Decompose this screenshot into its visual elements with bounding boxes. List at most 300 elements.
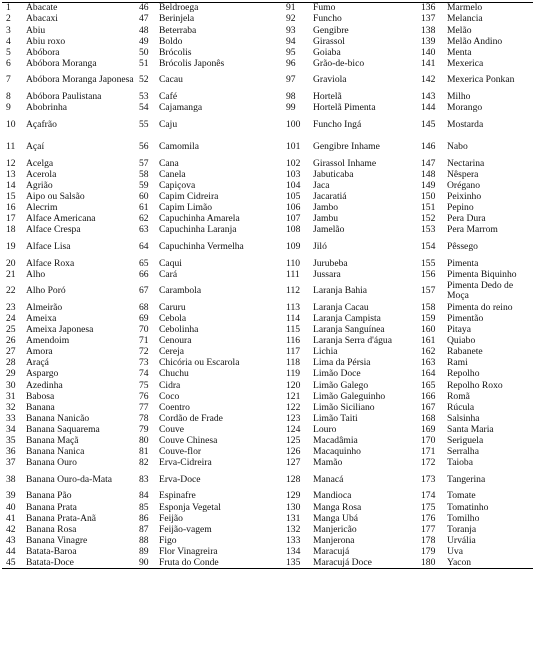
item-name: Laranja Cacau (313, 302, 369, 313)
item-name: Açafrão (26, 118, 57, 130)
item-number: 55 (139, 118, 149, 130)
item-name: Feijão-vagem (159, 524, 212, 535)
table-row (2, 391, 533, 402)
item-name: Alface Lisa (26, 240, 71, 252)
item-number: 137 (421, 14, 436, 25)
table-row (2, 70, 533, 92)
item-name: Manjerona (313, 535, 355, 546)
item-number: 93 (286, 25, 296, 36)
item-name: Pimenta Biquinho (447, 269, 517, 280)
item-name: Acerola (26, 169, 57, 180)
item-name: Caju (159, 118, 178, 130)
table-row (2, 380, 533, 391)
item-name: Jambo (313, 202, 339, 214)
table-row (2, 92, 533, 103)
item-name: Abóbora Moranga Japonesa (26, 74, 134, 86)
item-number: 105 (286, 191, 301, 202)
item-number: 155 (421, 258, 436, 269)
item-number: 61 (139, 202, 149, 214)
table-row (2, 558, 533, 569)
item-number: 131 (286, 513, 301, 524)
item-name: Mandioca (313, 491, 352, 502)
item-number: 124 (286, 424, 301, 435)
table-row (2, 169, 533, 180)
item-number: 60 (139, 191, 149, 202)
item-number: 115 (286, 324, 301, 336)
item-number: 63 (139, 224, 149, 236)
item-name: Girassol Inhame (313, 158, 377, 169)
item-number: 97 (286, 74, 296, 86)
item-number: 171 (421, 446, 436, 458)
item-name: Camomila (159, 141, 199, 153)
item-name: Limão Taiti (313, 413, 358, 424)
item-number: 117 (286, 346, 301, 358)
item-name: Jussara (313, 269, 341, 280)
item-number: 116 (286, 335, 301, 347)
item-name: Funcho Ingá (313, 118, 362, 130)
item-number: 132 (286, 524, 301, 535)
item-number: 173 (421, 473, 436, 485)
item-number: 16 (6, 202, 16, 214)
item-name: Beterraba (159, 25, 197, 36)
item-name: Pepino (447, 202, 474, 214)
item-name: Aipo ou Salsão (26, 191, 85, 202)
item-name: Taioba (447, 457, 473, 469)
item-name: Maracujá Doce (310, 558, 417, 569)
item-name: Limão Galeguinho (313, 391, 386, 402)
item-name: Grão-de-bico (313, 58, 365, 69)
item-number: 118 (286, 358, 301, 369)
item-name: Fruta do Conde (156, 558, 282, 569)
item-number: 169 (421, 424, 436, 435)
item-number: 47 (139, 14, 149, 25)
item-number: 20 (6, 258, 16, 269)
item-name: Babosa (26, 391, 55, 402)
item-name: Jurubeba (313, 258, 348, 269)
item-number: 162 (421, 346, 436, 358)
item-name: Erva-Cidreira (159, 457, 212, 469)
item-name: Brócolis Japonês (159, 58, 225, 69)
table-row (2, 203, 533, 214)
item-name: Girassol (313, 36, 345, 47)
item-name: Menta (447, 47, 472, 58)
table-row (2, 136, 533, 158)
item-number: 160 (421, 324, 436, 336)
item-name: Cajamanga (159, 102, 203, 114)
table-row (2, 547, 533, 558)
item-number: 39 (6, 491, 16, 502)
item-number: 33 (6, 413, 16, 424)
item-number: 175 (421, 502, 436, 513)
item-number: 107 (286, 213, 301, 225)
item-name: Banana Prata (26, 502, 77, 513)
item-number: 92 (286, 14, 296, 25)
item-number: 28 (6, 358, 16, 369)
item-number: 142 (421, 74, 436, 86)
table-row (2, 14, 533, 25)
item-number: 3 (6, 25, 11, 36)
table-row (2, 36, 533, 47)
item-number: 172 (421, 457, 436, 469)
item-number: 54 (139, 102, 149, 114)
item-name: Melancia (447, 14, 483, 25)
item-number: 161 (421, 335, 436, 347)
item-number: 140 (421, 47, 436, 58)
item-name: Batata-Baroa (26, 546, 77, 557)
item-number: 74 (139, 369, 149, 380)
item-number: 113 (286, 302, 301, 313)
item-name: Boldo (159, 36, 183, 47)
item-name: Cacau (159, 74, 183, 86)
item-number: 5 (6, 47, 11, 58)
item-name: Louro (313, 424, 337, 435)
item-number: 166 (421, 391, 436, 402)
item-number: 14 (6, 180, 16, 191)
item-name: Romã (447, 391, 470, 402)
item-number: 56 (139, 141, 149, 153)
item-number: 41 (6, 513, 16, 524)
item-number: 65 (139, 258, 149, 269)
item-name: Flor Vinagreira (159, 546, 218, 557)
item-name: Jacaratiá (313, 191, 347, 202)
table-row (2, 413, 533, 424)
item-number: 81 (139, 446, 149, 458)
item-number: 49 (139, 36, 149, 47)
item-number: 109 (286, 240, 301, 252)
item-name: Toranja (447, 524, 477, 535)
item-name: Banana Vinagre (26, 535, 88, 546)
item-number: 104 (286, 180, 301, 191)
item-name: Morango (447, 102, 483, 114)
item-number: 134 (286, 546, 301, 557)
item-name: Tomilho (447, 513, 480, 524)
item-number: 37 (6, 457, 16, 469)
item-number: 176 (421, 513, 436, 524)
item-number: 66 (139, 269, 149, 280)
item-name: Uva (447, 546, 463, 557)
item-name: Hortelã (313, 91, 342, 103)
item-number: 102 (286, 158, 301, 169)
item-name: Capuchinha Laranja (159, 224, 237, 236)
item-number: 52 (139, 74, 149, 86)
item-number: 147 (421, 158, 436, 169)
item-number: 94 (286, 36, 296, 47)
item-number: 106 (286, 202, 301, 214)
item-number: 19 (6, 240, 16, 252)
item-name: Tangerina (447, 473, 486, 485)
item-name: Amora (26, 346, 53, 358)
item-name: Seriguela (447, 435, 484, 446)
table-body (2, 3, 533, 569)
item-name: Cordão de Frade (159, 413, 223, 424)
item-number: 89 (139, 546, 149, 557)
item-number: 8 (6, 91, 11, 103)
item-number: 119 (286, 369, 301, 380)
item-number: 136 (421, 3, 436, 14)
item-name: Pera Marrom (447, 224, 498, 236)
item-name: Limão Doce (313, 369, 361, 380)
item-number: 90 (135, 558, 156, 569)
item-number: 25 (6, 324, 16, 336)
item-name: Banana Rosa (26, 524, 77, 535)
item-number: 133 (286, 535, 301, 546)
table-row (2, 513, 533, 524)
item-name: Banana Nanica (26, 446, 85, 458)
item-name: Laranja Serra d'água (313, 335, 392, 347)
table-row (2, 347, 533, 358)
item-name: Berinjela (159, 14, 195, 25)
item-name: Coentro (159, 402, 190, 413)
item-number: 138 (421, 25, 436, 36)
item-number: 50 (139, 47, 149, 58)
item-name: Feijão (159, 513, 183, 524)
table-row (2, 214, 533, 225)
item-number: 143 (421, 91, 436, 103)
item-number: 15 (6, 191, 16, 202)
item-number: 126 (286, 446, 301, 458)
item-number: 18 (6, 224, 16, 236)
item-name: Gengibre (313, 25, 349, 36)
item-name: Banana Saquarema (26, 424, 100, 435)
item-number: 87 (139, 524, 149, 535)
item-number: 64 (139, 240, 149, 252)
item-name: Manjericão (313, 524, 357, 535)
item-name: Fumo (313, 3, 336, 14)
item-name: Capuchinha Vermelha (159, 240, 244, 252)
item-name: Gengibre Inhame (313, 141, 380, 153)
item-number: 71 (139, 335, 149, 347)
item-name: Agrião (26, 180, 53, 191)
item-name: Banana Ouro (26, 457, 77, 469)
item-number: 26 (6, 335, 16, 347)
item-number: 7 (6, 74, 11, 86)
item-name: Tomatinho (447, 502, 489, 513)
item-name: Abiu (26, 25, 46, 36)
item-name: Capiçova (159, 180, 196, 191)
item-number: 23 (6, 302, 16, 313)
item-name: Lichia (313, 346, 338, 358)
item-name: Banana Pão (26, 491, 72, 502)
item-name: Pêssego (447, 240, 478, 252)
item-number: 121 (286, 391, 301, 402)
table-row (2, 336, 533, 347)
item-name: Mexerica (447, 58, 484, 69)
item-name: Ameixa (26, 313, 57, 324)
item-number: 91 (286, 3, 296, 14)
item-number: 58 (139, 169, 149, 180)
item-number: 110 (286, 258, 301, 269)
item-number: 100 (286, 118, 301, 130)
item-number: 158 (421, 302, 436, 313)
item-number: 24 (6, 313, 16, 324)
item-number: 73 (139, 358, 149, 369)
item-name: Cebolinha (159, 324, 199, 336)
item-number: 1 (6, 3, 11, 14)
item-name: Figo (159, 535, 177, 546)
item-name: Cereja (159, 346, 185, 358)
table-row (2, 3, 533, 14)
table-row (2, 491, 533, 502)
item-name: Pitaya (447, 324, 471, 336)
item-name: Brócolis (159, 47, 192, 58)
item-name: Cana (159, 158, 179, 169)
item-name: Nectarina (447, 158, 485, 169)
item-name: Beldroega (159, 3, 199, 14)
item-name: Abiu roxo (26, 36, 66, 47)
table-row (2, 181, 533, 192)
item-number: 150 (421, 191, 436, 202)
item-name: Milho (447, 91, 471, 103)
item-name: Couve-flor (159, 446, 202, 458)
item-number: 167 (421, 402, 436, 413)
item-number: 53 (139, 91, 149, 103)
item-number: 36 (6, 446, 16, 458)
item-number: 32 (6, 402, 16, 413)
item-name: Batata-Doce (23, 558, 135, 569)
item-number: 13 (6, 169, 16, 180)
item-number: 34 (6, 424, 16, 435)
item-name: Nabo (447, 141, 468, 153)
item-number: 111 (286, 269, 300, 280)
item-name: Banana Nanicão (26, 413, 90, 424)
item-number: 144 (421, 102, 436, 114)
item-number: 51 (139, 58, 149, 69)
table-row (2, 58, 533, 69)
item-name: Mexerica Ponkan (447, 74, 515, 86)
item-name: Manga Rosa (313, 502, 362, 513)
item-number: 123 (286, 413, 301, 424)
table-row (2, 524, 533, 535)
item-number: 57 (139, 158, 149, 169)
item-number: 83 (139, 473, 149, 485)
item-number: 10 (6, 118, 16, 130)
item-name: Pera Dura (447, 213, 486, 225)
item-name: Canela (159, 169, 186, 180)
item-name: Jaca (313, 180, 330, 191)
item-name: Manacá (313, 473, 344, 485)
item-number: 9 (6, 102, 11, 114)
item-number: 122 (286, 402, 301, 413)
item-name: Hortelã Pimenta (313, 102, 376, 114)
item-name: Yacon (444, 558, 533, 569)
item-number: 154 (421, 240, 436, 252)
item-name: Azedinha (26, 380, 63, 391)
item-name: Pimentão (447, 313, 484, 324)
table-row (2, 314, 533, 325)
item-name: Couve (159, 424, 185, 435)
item-number: 149 (421, 180, 436, 191)
item-number: 135 (282, 558, 310, 569)
item-number: 96 (286, 58, 296, 69)
item-number: 29 (6, 369, 16, 380)
item-number: 11 (6, 141, 16, 153)
item-name: Banana (26, 402, 55, 413)
item-number: 79 (139, 424, 149, 435)
table-row (2, 502, 533, 513)
item-name: Acelga (26, 158, 54, 169)
item-name: Capim Limão (159, 202, 213, 214)
item-name: Marmelo (447, 3, 483, 14)
item-name: Goiaba (313, 47, 341, 58)
item-number: 12 (6, 158, 16, 169)
item-name: Serralha (447, 446, 479, 458)
item-name: Rabanete (447, 346, 483, 358)
item-name: Laranja Bahia (313, 285, 368, 297)
item-number: 129 (286, 491, 301, 502)
table-row (2, 536, 533, 547)
item-name: Tomate (447, 491, 476, 502)
table-row (2, 369, 533, 380)
item-name: Ameixa Japonesa (26, 324, 94, 336)
item-number: 43 (6, 535, 16, 546)
item-name: Macadâmia (313, 435, 358, 446)
item-number: 38 (6, 473, 16, 485)
item-number: 156 (421, 269, 436, 280)
table-row (2, 458, 533, 469)
item-name: Caruru (159, 302, 186, 313)
table-row (2, 158, 533, 169)
item-number: 45 (2, 558, 23, 569)
item-number: 101 (286, 141, 301, 153)
item-name: Abóbora Moranga (26, 58, 97, 69)
item-name: Banana Prata-Anã (26, 513, 97, 524)
table-row (2, 236, 533, 258)
item-number: 127 (286, 457, 301, 469)
item-name: Coco (159, 391, 180, 402)
item-number: 145 (421, 118, 436, 130)
item-number: 153 (421, 224, 436, 236)
item-name: Almeirão (26, 302, 63, 313)
item-number: 75 (139, 380, 149, 391)
item-name: Abacaxi (26, 14, 58, 25)
item-name: Capim Cidreira (159, 191, 219, 202)
item-number: 163 (421, 358, 436, 369)
item-number: 108 (286, 224, 301, 236)
table-row (2, 358, 533, 369)
item-number: 164 (421, 369, 436, 380)
item-number: 103 (286, 169, 301, 180)
item-number: 152 (421, 213, 436, 225)
item-number: 157 (421, 285, 436, 297)
item-number: 22 (6, 285, 16, 297)
item-number: 82 (139, 457, 149, 469)
item-number: 35 (6, 435, 16, 446)
item-number: 68 (139, 302, 149, 313)
item-name: Orégano (447, 180, 481, 191)
item-number: 2 (6, 14, 11, 25)
item-number: 62 (139, 213, 149, 225)
item-number: 30 (6, 380, 16, 391)
item-number: 148 (421, 169, 436, 180)
item-name: Jiló (313, 240, 327, 252)
item-number: 112 (286, 285, 301, 297)
item-name: Chicória ou Escarola (159, 358, 240, 369)
item-number: 120 (286, 380, 301, 391)
item-number: 80 (139, 435, 149, 446)
item-name: Abóbora (26, 47, 60, 58)
item-name: Alho Poró (26, 285, 66, 297)
item-name: Macaquinho (313, 446, 361, 458)
item-name: Alface Crespa (26, 224, 81, 236)
item-name: Erva-Doce (159, 473, 201, 485)
item-number: 27 (6, 346, 16, 358)
item-name: Araçá (26, 358, 49, 369)
item-name: Santa Maria (447, 424, 494, 435)
item-number: 46 (139, 3, 149, 14)
table-row (2, 325, 533, 336)
item-name: Alho (26, 269, 46, 280)
item-number: 125 (286, 435, 301, 446)
